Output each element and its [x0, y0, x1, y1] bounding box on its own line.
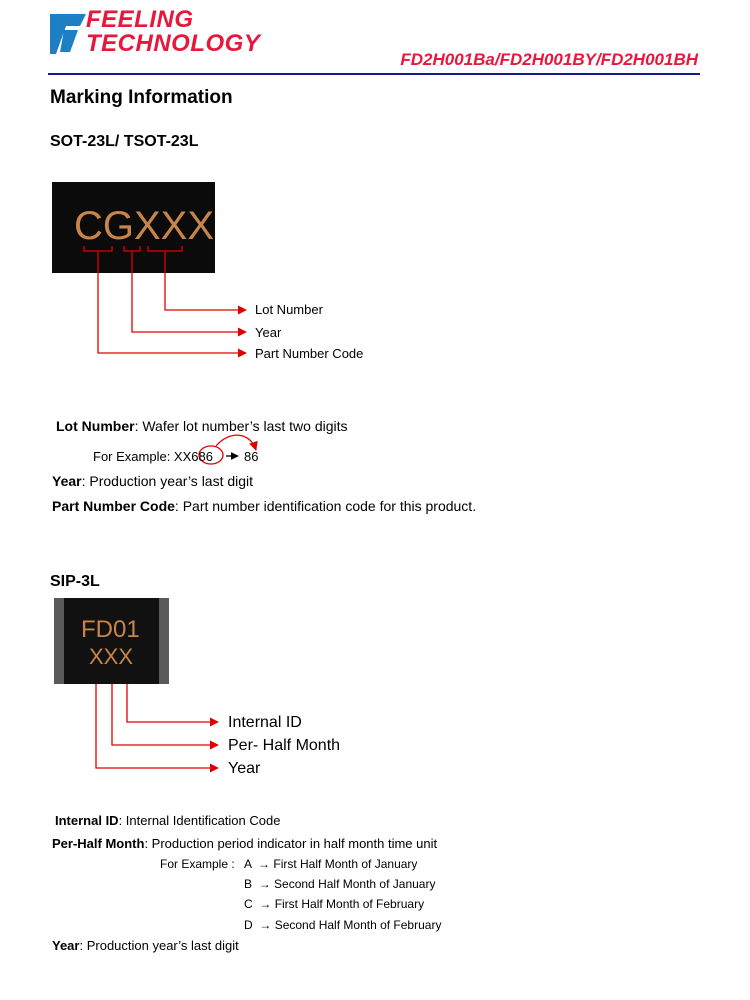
arrow-right-icon: →: [256, 918, 275, 932]
sip-chip: [54, 598, 169, 684]
sip-chip-marking-line1: FD01: [81, 616, 140, 643]
desc-year: [52, 473, 253, 489]
arrow-right-icon: →: [256, 897, 275, 911]
text-lot-number: : Wafer lot number’s last two digits: [134, 418, 348, 434]
text-part-number-code: : Part number identification code for this product.: [174, 498, 477, 514]
label-per-half-month: Per- Half Month: [228, 737, 341, 754]
half-month-example-d: [244, 918, 441, 932]
example-text-c: First Half Month of February: [274, 897, 425, 911]
sip-chip-marking-line2: XXX: [89, 644, 134, 669]
term-internal-id: Internal ID: [55, 813, 119, 828]
arrow-right-icon: →: [255, 877, 275, 891]
sot-chip-marking: CGXXX: [74, 204, 215, 248]
example-prefix: For Example: XX: [93, 449, 192, 464]
example-code-c: C: [244, 897, 253, 911]
logo-line-2: TECHNOLOGY: [86, 30, 261, 57]
half-month-example-a: [244, 857, 417, 871]
term-sip-year: Year: [52, 938, 80, 953]
label-lot-number: Lot Number: [255, 302, 323, 317]
term-part-number-code: Part Number Code: [52, 498, 175, 514]
label-part-number-code: Part Number Code: [255, 346, 364, 361]
example-code-d: D: [244, 918, 253, 932]
desc-lot-number: [56, 418, 348, 434]
sip-chip-edge-left: [54, 598, 64, 684]
sip-chip-edge-right: [159, 598, 169, 684]
text-sip-year: : Production year’s last digit: [79, 938, 239, 953]
logo-icon: [50, 12, 90, 56]
part-number-title: FD2H001Ba/FD2H001BY/FD2H001BH: [400, 50, 698, 69]
desc-sip-year: [52, 938, 239, 953]
example-text-a: First Half Month of January: [273, 857, 418, 871]
sip-heading: SIP-3L: [50, 573, 100, 590]
logo-line-1: FEELING: [86, 6, 194, 33]
label-internal-id: Internal ID: [228, 714, 302, 731]
example-text-d: Second Half Month of February: [274, 918, 442, 932]
text-internal-id: : Internal Identification Code: [118, 813, 281, 828]
sot-chip: [52, 182, 215, 273]
term-per-half-month: Per-Half Month: [52, 836, 145, 851]
label-year: Year: [255, 325, 282, 340]
arrow-right-icon: →: [254, 857, 274, 871]
desc-part-number-code: [52, 498, 476, 514]
sot-heading: SOT-23L/ TSOT-23L: [50, 133, 199, 150]
logo-text: [86, 8, 260, 56]
desc-per-half-month: [52, 836, 437, 851]
desc-internal-id: [55, 813, 280, 828]
term-lot-number: Lot Number: [56, 418, 135, 434]
header-rule: [48, 73, 700, 75]
page-title: Marking Information: [50, 87, 233, 108]
example-code-b: B: [244, 877, 253, 891]
example-code: 686: [191, 449, 213, 464]
term-year: Year: [52, 473, 82, 489]
label-sip-year: Year: [228, 760, 261, 777]
text-year: : Production year’s last digit: [81, 473, 254, 489]
example-result: 86: [244, 449, 259, 464]
half-month-example-b: [244, 877, 435, 891]
text-per-half-month: : Production period indicator in half month time unit: [144, 836, 438, 851]
half-month-example-label: For Example :: [160, 857, 235, 871]
example-code-a: A: [244, 857, 252, 871]
example-text-b: Second Half Month of January: [274, 877, 436, 891]
example-line: [93, 449, 213, 464]
half-month-example-c: [244, 897, 424, 911]
